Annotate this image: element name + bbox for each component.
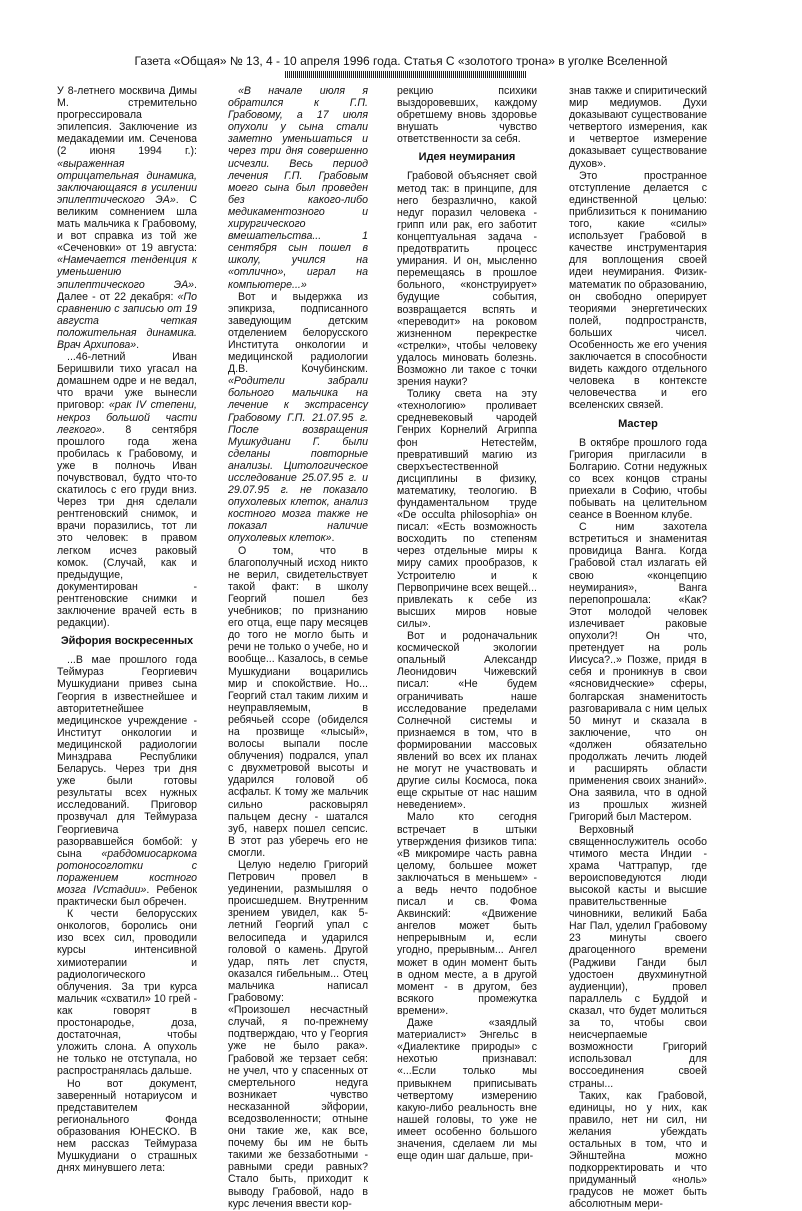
text-column-2	[228, 85, 368, 1210]
text-column-4	[569, 85, 707, 1211]
page-header: Газета «Общая» № 13, 4 - 10 апреля 1996 года. Статья С «золотого трона» в уголке Вселенной	[134, 54, 668, 68]
article-paragraph: Но вот документ, заверенный нотариусом и представителем регионального Фонда образования ЮНЕСКО. В нем рассказ Теймураза Мушкудиани о страшных днях минувшего лета:	[57, 1077, 197, 1175]
section-heading: Идея неумирания	[418, 151, 516, 164]
section-heading: Эйфория воскресенных	[60, 635, 194, 648]
article-paragraph: ...В мае прошлого года Теймураз Георгиевич Мушкудиани привез сына Георгия в известнейшее и авторитетнейшее медицинское учреждение - Институт онкологии и медицинской радиологии Минздрава Республики Беларусь. Через три дня уже были готовы результаты всех нужных исследований. Приговор прозвучал для Теймураза Георгиевича разорвавшейся бомбой: у сына «рабдомиосаркома ротоносоглотки с поражением костного мозга IVстадии». Ребенок практически был обречен.	[57, 654, 197, 909]
article-paragraph: Вот и выдержка из эпикриза, подписанного заведующим детским отделением белорусского Института онкологии и медицинской радиологии Д.В. Кочубинским. «Родители забрали больного мальчика на лечение к экстрасенсу Грабовому Г.П. 21.07.95 г. После возвращения Мушкудиани Г. были сделаны повторные анализы. Цитологическое исследование 25.07.95 г. и 29.07.95 г. не показало опухолевых клеток, анализ костного мозга также не показал наличие опухолевых клеток».	[228, 290, 368, 545]
article-paragraph: Таких, как Грабовой, единицы, но у них, как правило, нет ни сил, ни желания убеждать остальных в том, что и Эйнштейна можно подкорректировать и что придуманный «ноль» градусов не может быть абсолютным мери-	[569, 1089, 707, 1211]
article-paragraph: Вот и родоначальник космической экологии опальный Александр Леонидович Чижевский писал: «Не будем ограничивать наше исследование пределами Солнечной системы и признаемся в том, что в формировании массовых явлений во всех их планах не могут не участвовать и другие силы Космоса, пока еще скрытые от нас нашим неведением».	[397, 630, 537, 812]
article-paragraph: Грабовой объясняет свой метод так: в принципе, для него безразлично, какой недуг поразил человека - грипп или рак, его заботит концептуальная задача - предотвратить процесс умирания. И он, мысленно перемещаясь в прошлое больного, «конструирует» будущие события, возвращается вспять и «переводит» на роковом жизненном перекрестке «стрелки», чтобы человеку удалось миновать болезнь. Возможно ли такое с точки зрения науки?	[397, 170, 537, 389]
article-paragraph: Даже «заядлый материалист» Энгельс в «Диалектике природы» с нехотью признавал: «...Если только мы привыкнем приписывать четвертому измерению какую-либо реальность вне нашей головы, то уже не имеет особенно большого значения, сделаем ли мы еще один шаг дальше, при-	[397, 1017, 537, 1163]
article-paragraph: знав также и спиритический мир медиумов. Духи доказывают существование четвертого измерения, как и четвертое измерение доказывает существование духов».	[569, 85, 707, 170]
article-paragraph: «Произошел несчастный случай, я по-прежнему подтверждаю, что у Георгия уже не было рака». Грабовой же терзает себя: не учел, что у спасенных от смертельного недуга возникает чувство несказанной эйфории, вседозволенности; отныне они такие же, как все, почему бы им не быть такими же беззаботными - равными среди равных? Стало быть, приходит к выводу Грабовой, надо в курс лечения ввести кор-	[228, 1004, 368, 1210]
article-paragraph: Это пространное отступление делается с единственной целью: приблизиться к пониманию того, какие «силы» использует Грабовой в качестве инструментария для воплощения своей идеи неумирания. Физик-математик по образованию, он свободно оперирует теориями энергетических полей, подпространств, больших чисел. Особенность же его учения заключается в способности видеть каждого отдельного человека в контексте человечества и его вселенских связей.	[569, 169, 707, 412]
article-paragraph: Верховный священнослужитель особо чтимого места Индии - храма Чаттрапур, где вероисповедуются люди высокой касты и высшие правительственные чиновники, великий Баба Наг Пал, уделил Грабовому 23 минуты своего драгоценного времени (Радживи Ганди был удостоен двухминутной аудиенции), провел параллель с Буддой и сказал, что будет молиться за то, чтобы свои неисчерпаемые возможности Григорий использовал для воссоединения своей страны...	[569, 823, 707, 1090]
article-paragraph: ...46-летний Иван Беришвили тихо угасал на домашнем одре и не ведал, что врачи уже вынесли приговор: «рак IV степени, некроз большой части легкого». 8 сентября прошлого года жена пробилась к Грабовому, и уже в полночь Иван почувствовал, будто что-то скатилось с его груди вниз. Через три дня сделали рентгеновский снимок, и врачи поразились, тот ли это человек: в правом легком исчез раковый комок. (Случай, как и предыдущие, документирован - рентгеновские снимки и заключение врачей есть в редакции).	[57, 351, 197, 630]
text-column-3	[397, 85, 537, 1162]
article-paragraph: В октябре прошлого года Григория пригласили в Болгарию. Сотни недужных со всех концов страны приехали в Софию, чтобы побывать на целительном сеансе в Военном клубе.	[569, 436, 707, 522]
article-paragraph: С ним захотела встретиться и знаменитая провидица Ванга. Когда Грабовой стал излагать ей свою «концепцию неумирания», Ванга перепопрошала: «Как? Этот молодой человек излечивает раковые опухоли?! Он что, претендует на роль Иисуса?..» Позже, придя в себя и проникнув в свои «ясновидческие» сферы, болгарская знаменитость разговаривала с ним целых 50 минут и сказала в заключение, что он «должен обязательно продолжать лечить людей и расширять области применения своих знаний». Она заявила, что в одной из прошлых жизней Григорий был Мастером.	[569, 521, 707, 824]
article-paragraph: О том, что в благополучный исход никто не верил, свидетельствует такой факт: в школу Георгий пошел без учебников; по признанию его отца, еще пару месяцев до того не могло быть и речи не только о учебе, но и вообще... Казалось, в семье Мушкудиани воцарились мир и спокойствие. Но... Георгий стал таким лихим и неуправляемым, в ребячьей ссоре (обиделся на прозвище «лысый», волосы выпали после облучения) подрался, упал с двухметровой высоты и ударился головой об асфальт. К тому же мальчик сильно расковырял пальцем десну - шатался зуб, наверх пошел сепсис. В этот раз уберечь его не смогли.	[228, 544, 368, 859]
article-paragraph: У 8-летнего москвича Димы М. стремительно прогрессировала эпилепсия. Заключение из медакадемии им. Сеченова (2 июня 1994 г.): «выраженная отрицательная динамика, заключающаяся в усилении эпилептического ЭА». С великим сомнением шла мать мальчика к Грабовому, и вот справка из той же «Сеченовки» от 19 августа: «Намечается тенденция к уменьшению эпилептического ЭА». Далее - от 22 декабря: «По сравнению с записью от 19 августа четкая положительная динамика. Врач Архипова».	[57, 85, 197, 351]
section-heading: Мастер	[618, 417, 658, 430]
header-rule	[285, 71, 527, 78]
article-paragraph: Целую неделю Григорий Петрович провел в уединении, размышляя о происшедшем. Внутренним зрением увидел, как 5-летний Георгий упал с велосипеда и ударился головой о камень. Другой удар, пять лет спустя, оказался гибельным... Отец мальчика написал Грабовому:	[228, 859, 368, 1005]
article-paragraph: Толику света на эту «технологию» проливает средневековый чародей Генрих Корнелий Агриппа фон Нетестейм, превративший магию из сверхъестественной дисциплины в физику, математику, теологию. В фундаментальном труде «De occulta philosophia» он писал: «Есть возможность восходить по степеням через отдельные миры к миру самих прообразов, к Устроителю и к Первопричине всех вещей... привлекать к себе из высших миров новые силы».	[397, 388, 537, 630]
text-column-1	[57, 85, 197, 1174]
article-paragraph: К чести белорусских онкологов, боролись они изо всех сил, проводили курсы интенсивной химиотерапии и радиологического облучения. За три курса мальчик «схватил» 10 грей - как говорят в простонародье, доза, достаточная, чтобы уложить слона. А опухоль не только не отступала, но распространялась дальше.	[57, 908, 197, 1078]
article-paragraph: рекцию психики выздоровевших, каждому обретшему вновь здоровье внушать чувство ответственности за себя.	[397, 85, 537, 146]
article-paragraph: «В начале июля я обратился к Г.П. Грабовому, а 17 июля опухоли у сына стали заметно уменьшаться и через три дня совершенно исчезли. Весь период лечения Г.П. Грабовым моего сына был проведен без какого-либо медикаментозного и хирургического вмешательства... 1 сентября сын пошел в школу, учился на «отлично», играл на компьютере...»	[228, 85, 368, 291]
article-paragraph: Мало кто сегодня встречает в штыки утверждения физиков типа: «В микромире часть равна целому, большее может заключаться в меньшем» - а ведь нечто подобное писал и св. Фома Аквинский: «Движение ангелов может быть непрерывным и, если угодно, прерывным... Ангел может в один момент быть в одном месте, а в другой момент - в другом, без всякого промежутка времени».	[397, 811, 537, 1017]
